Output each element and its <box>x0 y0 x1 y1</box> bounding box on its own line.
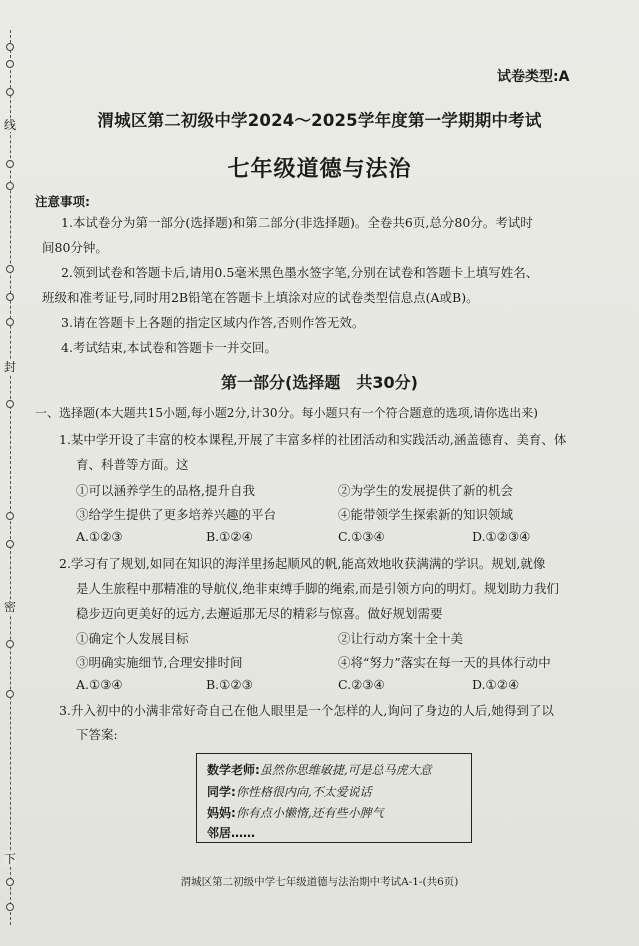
notice-line: 1.本试卷分为第一部分(选择题)和第二部分(非选择题)。全卷共6页,总分80分。考试时 <box>61 215 533 230</box>
margin-circle <box>6 265 14 273</box>
section-title: 第一部分(选择题 共30分) <box>221 373 418 392</box>
quote-text: 你有点小懒惰,还有些小脾气 <box>235 806 384 820</box>
q1-item: ④能带领学生探索新的知识领域 <box>338 507 514 522</box>
q1-item: ③给学生提供了更多培养兴趣的平台 <box>76 507 277 522</box>
margin-circle <box>6 512 14 520</box>
quote-text: 你性格很内向,不太爱说话 <box>235 785 372 799</box>
quote-line <box>207 783 372 800</box>
q1-choice-b: B.①②④ <box>206 529 253 544</box>
q2-choice-d: D.①②④ <box>472 677 520 692</box>
margin-mark-line: 线 <box>4 118 17 132</box>
question-2-stem: 稳步迈向更美好的远方,去邂逅那无尽的精彩与惊喜。做好规划需要 <box>76 606 443 621</box>
quote-line <box>207 824 255 841</box>
margin-circle <box>6 400 14 408</box>
margin-circle <box>6 43 14 51</box>
margin-circle <box>6 60 14 68</box>
page-footer: 渭城区第二初级中学七年级道德与法治期中考试A-1-(共6页) <box>180 876 459 888</box>
margin-circle <box>6 540 14 548</box>
q2-item: ②让行动方案十全十美 <box>338 631 464 646</box>
notice-line: 3.请在答题卡上各题的指定区域内作答,否则作答无效。 <box>61 315 365 330</box>
quote-text: 虽然你思维敏捷,可是总马虎大意 <box>259 763 432 777</box>
margin-circle <box>6 293 14 301</box>
q2-choice-b: B.①②③ <box>206 677 253 692</box>
margin-circle <box>6 690 14 698</box>
margin-circle <box>6 88 14 96</box>
q2-item: ①确定个人发展目标 <box>76 631 189 646</box>
subject-title: 七年级道德与法治 <box>227 157 412 182</box>
margin-mark-secret: 密 <box>4 600 17 614</box>
question-3-stem: 下答案: <box>76 727 118 742</box>
question-3-stem: 3.升入初中的小满非常好奇自己在他人眼里是一个怎样的人,询问了身边的人后,她得到了以 <box>59 703 554 718</box>
paper-type: 试卷类型:A <box>497 69 570 85</box>
margin-mark-seal: 封 <box>4 360 17 374</box>
question-1-stem: 育、科普等方面。这 <box>76 457 189 472</box>
quote-line <box>207 761 432 778</box>
quote-speaker: 妈妈: <box>207 806 236 820</box>
q1-item: ②为学生的发展提供了新的机会 <box>338 483 514 498</box>
margin-mark-down: 下 <box>4 852 17 866</box>
quote-speaker: 数学老师: <box>207 763 260 777</box>
quote-speaker: 同学: <box>207 785 236 799</box>
notice-line: 2.领到试卷和答题卡后,请用0.5毫米黑色墨水签字笔,分别在试卷和答题卡上填写姓名、 <box>61 265 539 280</box>
notice-heading: 注意事项: <box>35 194 90 209</box>
q1-item: ①可以涵养学生的品格,提升自我 <box>76 483 255 498</box>
exam-title: 渭城区第二初级中学2024～2025学年度第一学期期中考试 <box>97 111 542 130</box>
notice-line: 班级和准考证号,同时用2B铅笔在答题卡上填涂对应的试卷类型信息点(A或B)。 <box>42 290 479 305</box>
question-2-stem: 是人生旅程中那精准的导航仪,绝非束缚手脚的绳索,而是引领方向的明灯。规划助力我们 <box>76 581 559 596</box>
q2-choice-c: C.②③④ <box>338 677 385 692</box>
section-instruction: 一、选择题(本大题共15小题,每小题2分,计30分。每小题只有一个符合题意的选项,请你选出来) <box>35 406 538 420</box>
q1-choice-c: C.①③④ <box>338 529 385 544</box>
q2-item: ④将“努力”落实在每一天的具体行动中 <box>338 655 551 670</box>
margin-circle <box>6 182 14 190</box>
q2-item: ③明确实施细节,合理安排时间 <box>76 655 243 670</box>
q1-choice-d: D.①②③④ <box>472 529 531 544</box>
quote-line <box>207 804 384 821</box>
margin-circle <box>6 318 14 326</box>
question-1-stem: 1.某中学开设了丰富的校本课程,开展了丰富多样的社团活动和实践活动,涵盖德育、美育、体 <box>59 432 567 447</box>
notice-line: 4.考试结束,本试卷和答题卡一并交回。 <box>61 340 277 355</box>
notice-line: 间80分钟。 <box>42 240 108 255</box>
q2-choice-a: A.①③④ <box>76 677 123 692</box>
quote-speaker: 邻居…… <box>207 826 256 840</box>
margin-circle <box>6 903 14 911</box>
q1-choice-a: A.①②③ <box>76 529 123 544</box>
margin-circle <box>6 640 14 648</box>
quote-box <box>196 753 472 843</box>
question-2-stem: 2.学习有了规划,如同在知识的海洋里扬起顺风的帆,能高效地收获满满的学识。规划,就像 <box>59 556 546 571</box>
